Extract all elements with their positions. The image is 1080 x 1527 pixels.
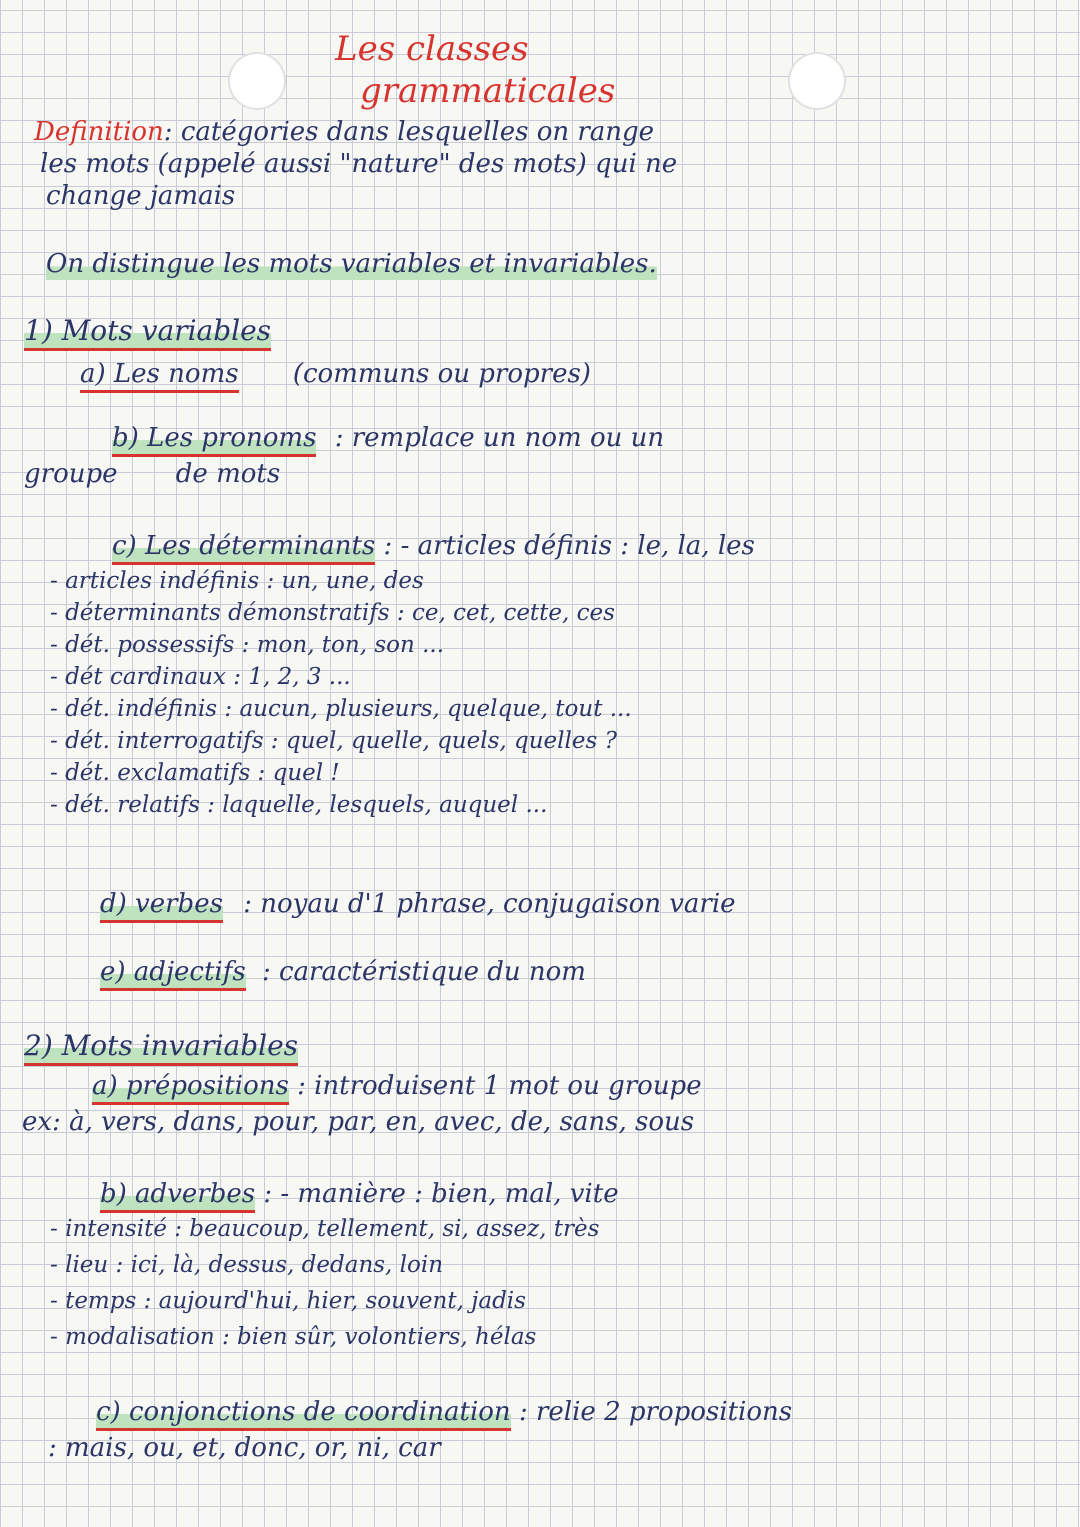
s1-d-line xyxy=(100,890,736,920)
definition-line3: change jamais xyxy=(46,181,236,211)
s2-b-item: - modalisation : bien sûr, volontiers, hélas xyxy=(50,1324,537,1350)
s2-a-line xyxy=(92,1072,702,1102)
s1-b-text: : remplace un nom ou un xyxy=(334,423,665,453)
s1-d-label: d) verbes xyxy=(100,889,223,923)
s1-e-label: e) adjectifs xyxy=(100,957,246,991)
s2-b-text: : - manière : bien, mal, vite xyxy=(263,1179,619,1209)
s1-e-line xyxy=(100,958,586,988)
s1-b-label: b) Les pronoms xyxy=(112,423,316,457)
s2-b-label: b) adverbes xyxy=(100,1179,255,1213)
s1-c-item: - dét. interrogatifs : quel, quelle, quels, quelles ? xyxy=(50,728,617,754)
s1-b-continuation xyxy=(24,460,280,490)
s1-b-text2: groupe xyxy=(24,459,118,489)
s1-c-item: - dét. indéfinis : aucun, plusieurs, quelque, tout ... xyxy=(50,696,632,722)
s1-c-item: - articles indéfinis : un, une, des xyxy=(50,568,424,594)
punch-hole-left xyxy=(228,52,286,110)
s2-b-line xyxy=(100,1180,619,1210)
s2-c-text: : relie 2 propositions xyxy=(518,1397,793,1427)
s2-b-item: - intensité : beaucoup, tellement, si, assez, très xyxy=(50,1216,600,1242)
s1-a-label: a) Les noms xyxy=(80,359,239,393)
s1-c-item: - dét. relatifs : laquelle, lesquels, auquel ... xyxy=(50,792,548,818)
s1-c-item: - dét cardinaux : 1, 2, 3 ... xyxy=(50,664,351,690)
title-line1: Les classes xyxy=(335,29,529,69)
s1-c-item: - dét. exclamatifs : quel ! xyxy=(50,760,340,786)
s1-b-line xyxy=(112,424,664,454)
s2-a-text: : introduisent 1 mot ou groupe xyxy=(297,1071,702,1101)
s1-d-text: : noyau d'1 phrase, conjugaison varie xyxy=(243,889,736,919)
s1-e-text: : caractéristique du nom xyxy=(261,957,586,987)
s1-c-item: - déterminants démonstratifs : ce, cet, cette, ces xyxy=(50,600,615,626)
s2-b-item: - lieu : ici, là, dessus, dedans, loin xyxy=(50,1252,444,1278)
intro-sentence: On distingue les mots variables et invariables. xyxy=(46,249,657,279)
definition-line1 xyxy=(34,118,654,148)
s2-c-label: c) conjonctions de coordination xyxy=(96,1397,511,1431)
s1-c-item: - dét. possessifs : mon, ton, son ... xyxy=(50,632,445,658)
punch-hole-right xyxy=(788,52,846,110)
s1-a-line xyxy=(80,360,591,390)
s1-c-line xyxy=(112,532,755,562)
section2-heading: 2) Mots invariables xyxy=(24,1030,298,1066)
s2-c-example: : mais, ou, et, donc, or, ni, car xyxy=(48,1433,441,1463)
s2-a-example: ex: à, vers, dans, pour, par, en, avec, de, sans, sous xyxy=(22,1107,695,1137)
definition-line2: les mots (appelé aussi "nature" des mots) qui ne xyxy=(40,149,678,179)
s2-c-line xyxy=(96,1398,792,1428)
s1-c-text: : - articles définis : le, la, les xyxy=(383,531,755,561)
s1-c-label: c) Les déterminants xyxy=(112,531,375,565)
definition-label: Definition xyxy=(34,117,164,147)
s1-b-text3: de mots xyxy=(175,459,281,489)
definition-text1: : catégories dans lesquelles on range xyxy=(163,117,655,147)
section1-heading: 1) Mots variables xyxy=(24,315,271,351)
s2-b-item: - temps : aujourd'hui, hier, souvent, jadis xyxy=(50,1288,526,1314)
s1-a-text: (communs ou propres) xyxy=(292,359,591,389)
title-line2: grammaticales xyxy=(360,71,616,111)
s2-a-label: a) prépositions xyxy=(92,1071,289,1105)
